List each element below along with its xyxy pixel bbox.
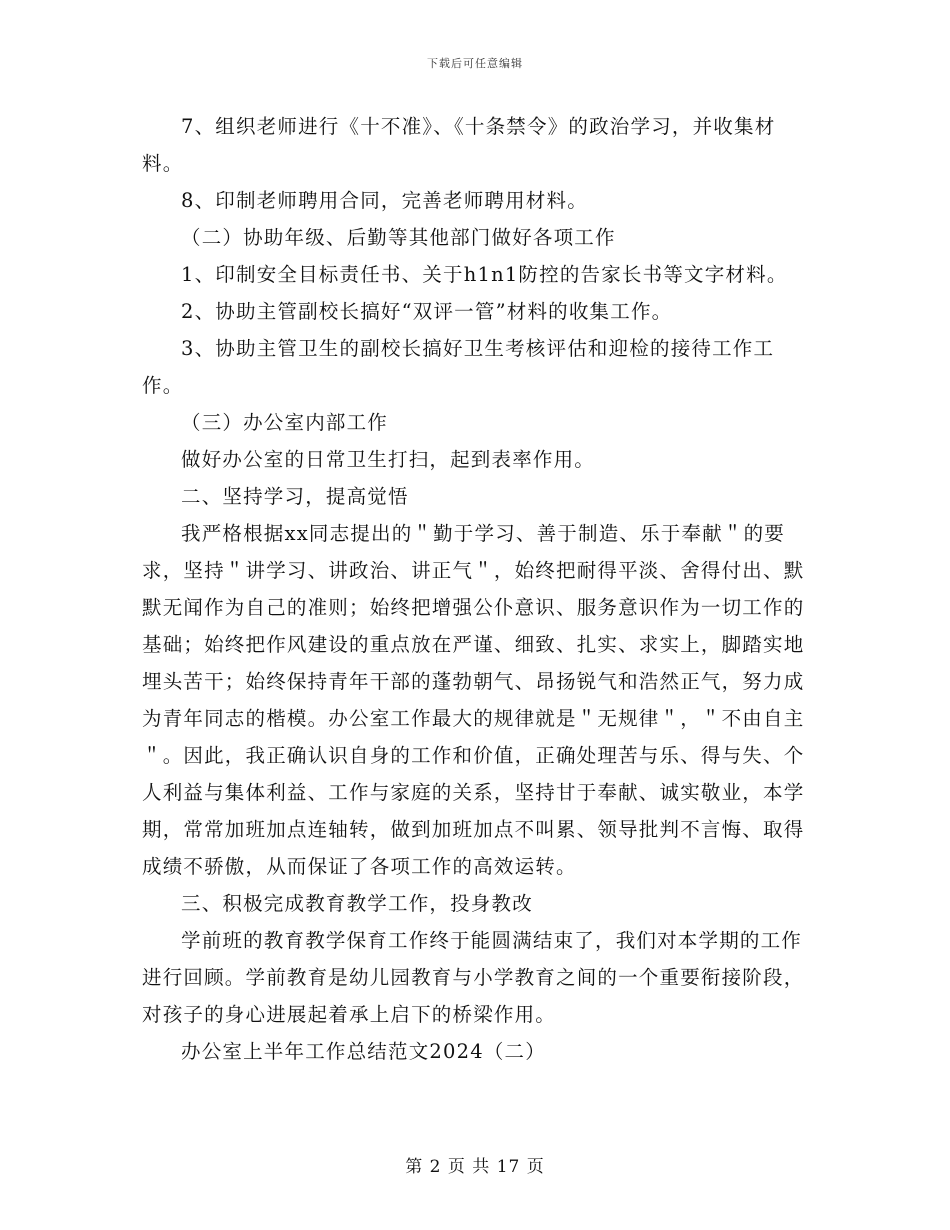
paragraph-assist-2: 2、协助主管副校长搞好“双评一管”材料的收集工作。 [181,300,673,323]
page-number: 第 2 页 共 17 页 [405,1157,545,1177]
paragraph-study: 我严格根据xx同志提出的＂勤于学习、善于制造、乐于奉献＂的要求，坚持＂讲学习、讲政治、讲正气＂，始终把耐得平淡、舍得付出、默默无闻作为自己的准则；始终把增强公仆意识、服务意识作为一切工作的基础；始终把作风建设的重点放在严谨、细致、扎实、求实上，脚踏实地埋头苦干；始终保持青年干部的蓬勃朝气、昂扬锐气和浩然正气，努力成为青年同志的楷模。办公室工作最大的规律就是＂无规律＂，＂不由自主＂。因此，我正确认识自身的工作和价值，正确处理苦与乐、得与失、个人利益与集体利益、工作与家庭的关系，坚持甘于奉献、诚实敬业，本学期，常常加班加点连轴转，做到加班加点不叫累、领导批判不言悔、取得成绩不骄傲，从而保证了各项工作的高效运转。 [142,522,805,878]
section-heading-teaching: 三、积极完成教育教学工作，投身教改 [181,892,533,915]
download-note: 下载后可任意编辑 [427,57,523,70]
paragraph-teaching: 学前班的教育教学保育工作终于能圆满结束了，我们对本学期的工作进行回顾。学前教育是幼儿园教育与小学教育之间的一个重要衔接阶段，对孩子的身心进展起着承上启下的桥梁作用。 [142,929,805,1026]
section-heading-study: 二、坚持学习，提高觉悟 [181,485,409,508]
paragraph-internal: 做好办公室的日常卫生打扫，起到表率作用。 [181,448,596,471]
paragraph-item-7: 7、组织老师进行《十不准》、《十条禁令》的政治学习，并收集材料。 [142,115,776,175]
section-heading-assist: （二）协助年级、后勤等其他部门做好各项工作 [181,226,616,249]
document-body [142,108,808,1070]
paragraph-item-8: 8、印制老师聘用合同，完善老师聘用材料。 [181,189,588,212]
document-title-next: 办公室上半年工作总结范文2024（二） [181,1040,546,1063]
section-heading-internal: （三）办公室内部工作 [181,411,389,434]
paragraph-assist-1: 1、印制安全目标责任书、关于h1n1防控的告家长书等文字材料。 [181,263,788,286]
paragraph-assist-3: 3、协助主管卫生的副校长搞好卫生考核评估和迎检的接待工作工作。 [142,337,775,397]
